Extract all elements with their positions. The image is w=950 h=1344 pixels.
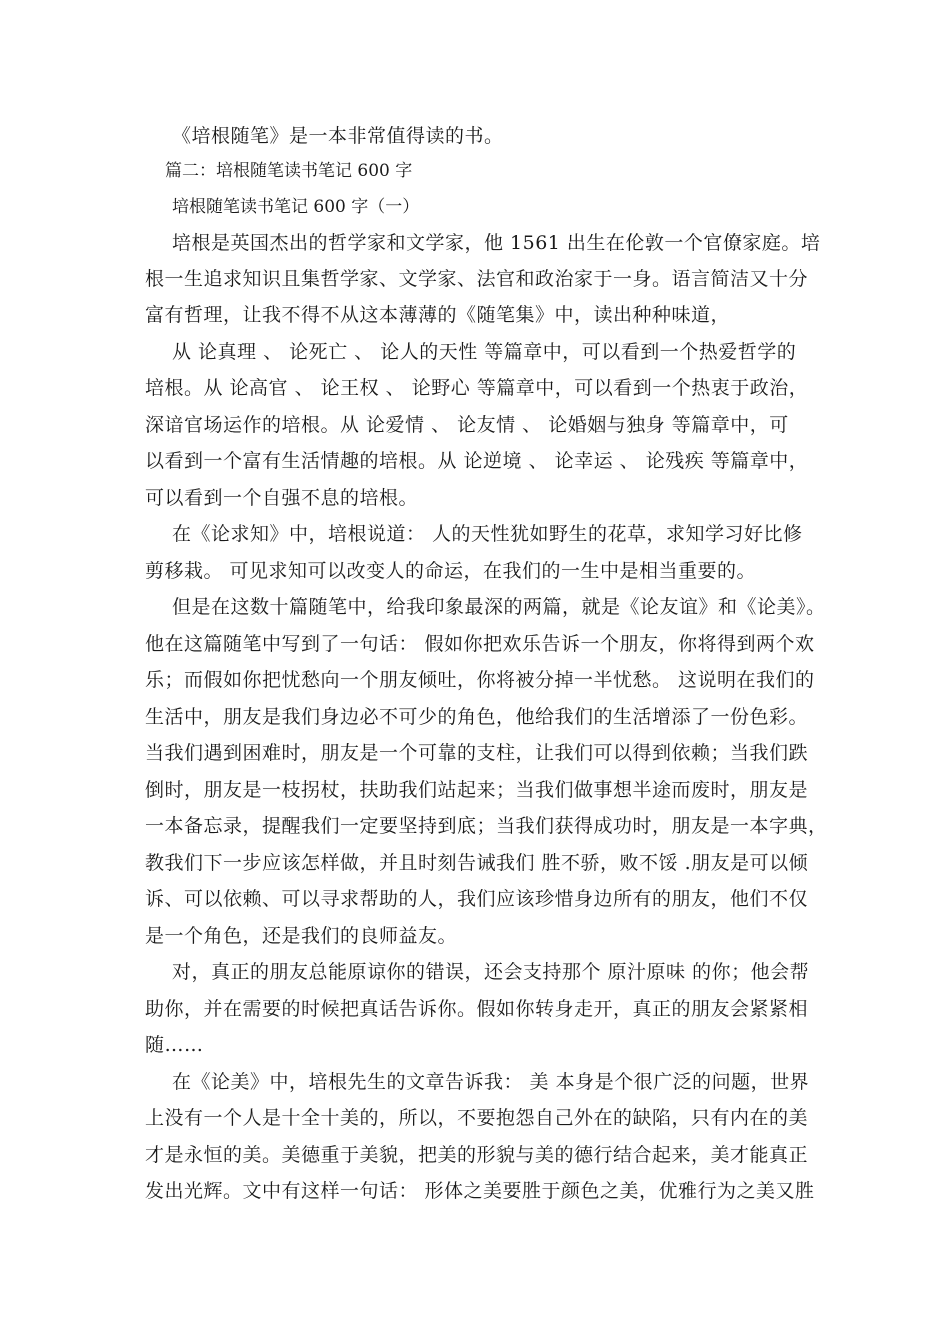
text-line-17: 生活中，朋友是我们身边必不可少的角色，他给我们的生活增添了一份色彩。: [145, 706, 809, 728]
text-line-15: 他在这篇随笔中写到了一句话： 假如你把欢乐告诉一个朋友，你将得到两个欢: [145, 633, 815, 655]
text-line-25: 助你，并在需要的时候把真话告诉你。假如你转身走开，真正的朋友会紧紧相: [145, 998, 809, 1020]
text-line-14: 但是在这数十篇随笔中，给我印象最深的两篇，就是《论友谊》和《论美》。: [172, 596, 826, 618]
subsection-heading: 培根随笔读书笔记 600 字（一）: [172, 197, 420, 217]
text-line-18: 当我们遇到困难时，朋友是一个可靠的支柱，让我们可以得到依赖；当我们跌: [145, 742, 809, 764]
text-line-7: 从 论真理 、 论死亡 、 论人的天性 等篇章中，可以看到一个热爱哲学的: [172, 341, 797, 363]
text-line-10: 以看到一个富有生活情趣的培根。从 论逆境 、 论幸运 、 论残疾 等篇章中，: [145, 450, 809, 472]
text-line-5: 根一生追求知识且集哲学家、文学家、法官和政治家于一身。语言简洁又十分: [145, 268, 809, 290]
text-line-9: 深谙官场运作的培根。从 论爱情 、 论友情 、 论婚姻与独身 等篇章中，可: [145, 414, 789, 436]
text-line-29: 才是永恒的美。美德重于美貌，把美的形貌与美的德行结合起来，美才能真正: [145, 1144, 809, 1166]
text-line-21: 教我们下一步应该怎样做，并且时刻告诫我们 胜不骄，败不馁 .朋友是可以倾: [145, 852, 809, 874]
text-line-24: 对，真正的朋友总能原谅你的错误，还会支持那个 原汁原味 的你；他会帮: [172, 961, 810, 983]
text-line-26: 随……: [145, 1034, 204, 1056]
text-line-1: 《培根随笔》是一本非常值得读的书。: [172, 125, 504, 147]
text-line-6: 富有哲理，让我不得不从这本薄薄的《随笔集》中，读出种种味道，: [145, 304, 731, 326]
text-line-12: 在《论求知》中，培根说道： 人的天性犹如野生的花草，求知学习好比修: [172, 523, 803, 545]
text-line-4: 培根是英国杰出的哲学家和文学家，他 1561 出生在伦敦一个官僚家庭。培: [172, 232, 821, 254]
text-line-8: 培根。从 论高官 、 论王权 、 论野心 等篇章中，可以看到一个热衷于政治，: [145, 377, 809, 399]
text-line-19: 倒时，朋友是一枝拐杖，扶助我们站起来；当我们做事想半途而废时，朋友是: [145, 779, 809, 801]
text-line-30: 发出光辉。文中有这样一句话： 形体之美要胜于颜色之美，优雅行为之美又胜: [145, 1180, 815, 1202]
section-heading: 篇二：培根随笔读书笔记 600 字: [165, 161, 413, 181]
text-line-23: 是一个角色，还是我们的良师益友。: [145, 925, 458, 947]
text-line-27: 在《论美》中，培根先生的文章告诉我： 美 本身是个很广泛的问题，世界: [172, 1071, 810, 1093]
text-line-13: 剪移栽。 可见求知可以改变人的命运，在我们的一生中是相当重要的。: [145, 560, 757, 582]
text-line-16: 乐；而假如你把忧愁向一个朋友倾吐，你将被分掉一半忧愁。 这说明在我们的: [145, 669, 815, 691]
text-line-22: 诉、可以依赖、可以寻求帮助的人，我们应该珍惜身边所有的朋友，他们不仅: [145, 888, 809, 910]
text-line-11: 可以看到一个自强不息的培根。: [145, 487, 419, 509]
text-line-28: 上没有一个人是十全十美的，所以，不要抱怨自己外在的缺陷，只有内在的美: [145, 1107, 809, 1129]
text-line-20: 一本备忘录，提醒我们一定要坚持到底；当我们获得成功时，朋友是一本字典，: [145, 815, 828, 837]
